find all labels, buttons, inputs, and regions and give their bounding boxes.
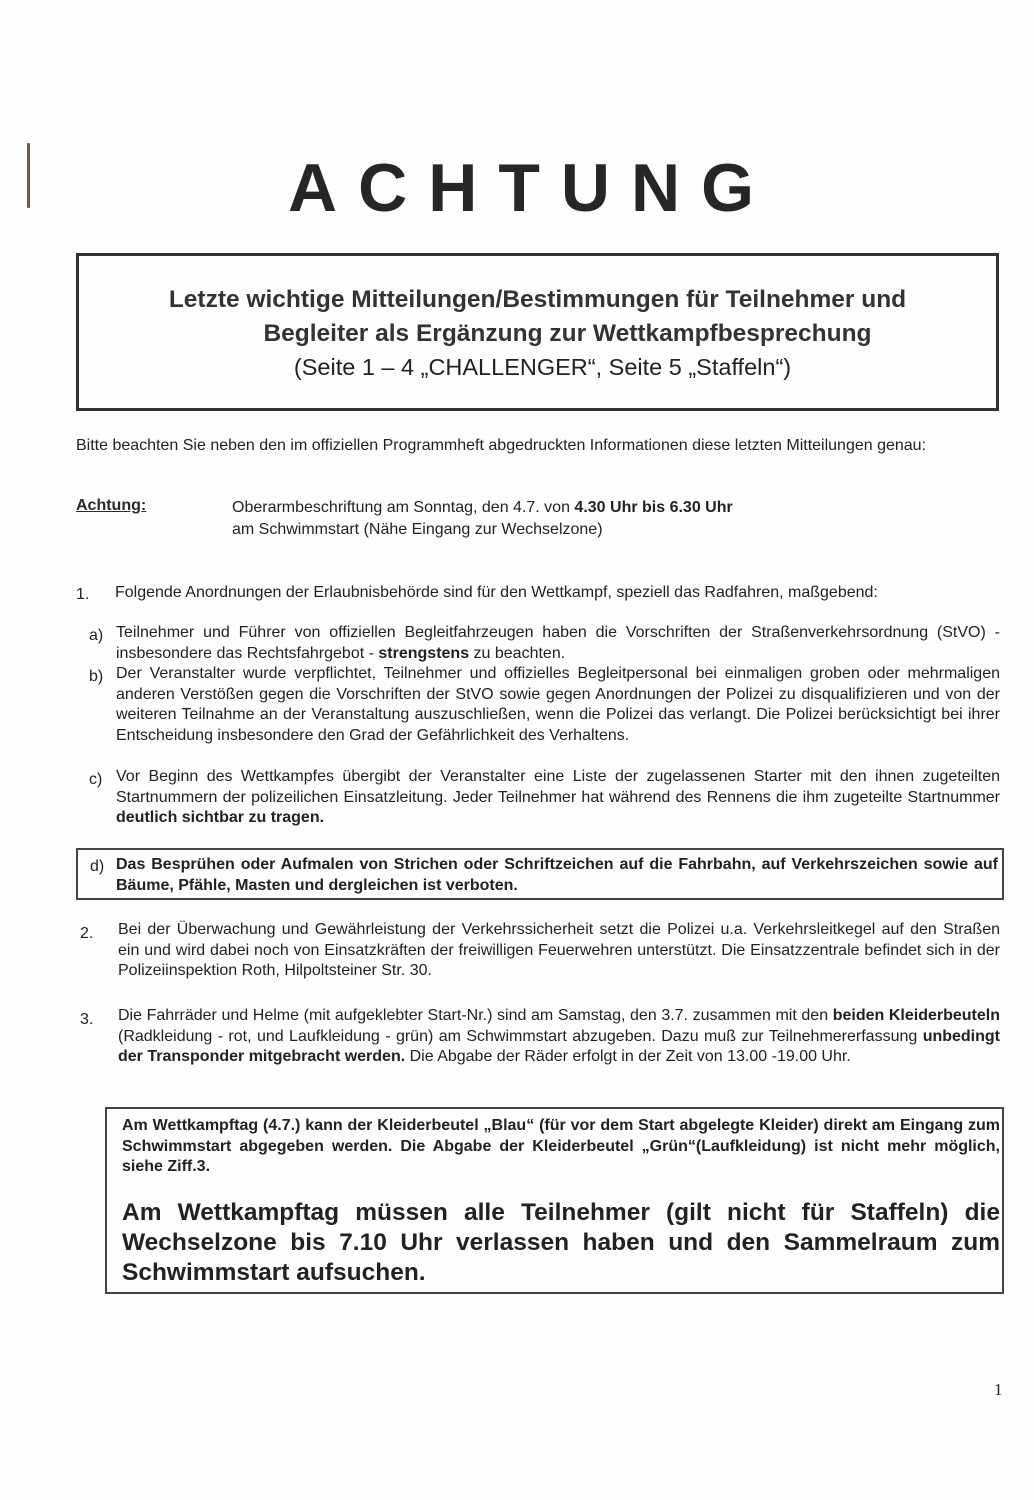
notice-small-text: Am Wettkampftag (4.7.) kann der Kleiderbeutel „Blau“ (für vor dem Start abgelegte Kleider) direkt am Eingang zum Schwimmstart abgegeben werden. Die Abgabe der Kleiderbeutel „Grün“(Laufkleidung) ist nicht mehr möglich, siehe Ziff.3. <box>122 1117 1000 1175</box>
section-3-number: 3. <box>80 1011 94 1028</box>
section-3-b1: beiden Kleiderbeuteln <box>832 1007 1001 1024</box>
achtung-text <box>232 497 733 541</box>
item-c-bold: deutlich sichtbar zu tragen. <box>116 809 325 826</box>
item-c-marker: c) <box>89 771 103 788</box>
item-a-text <box>116 623 1000 664</box>
page-number: 1 <box>994 1380 1003 1399</box>
section-3-t2: (Radkleidung - rot, und Laufkleidung - grün) am Schwimmstart abzugeben. Dazu muß zur Teilnehmererfassung <box>118 1027 923 1045</box>
section-1-number: 1. <box>76 586 90 603</box>
header-line-1: Letzte wichtige Mitteilungen/Bestimmungen für Teilnehmer und <box>168 286 907 313</box>
section-3-b2: unbedingt der Transponder mitgebracht werden. <box>118 1027 1000 1065</box>
page-title: ACHTUNG <box>288 150 775 226</box>
header-box <box>76 253 999 411</box>
notice-box <box>105 1107 1004 1294</box>
item-b-text: Der Veranstalter wurde verpflichtet, Teilnehmer und offizielles Begleitpersonal bei einmaligen groben oder mehrmaligen anderen Verstößen gegen die Vorschriften der StVO sowie gegen Anordnungen der Polizei zu disqualifizieren und von der weiteren Teilnahme an der Veranstaltung auszuschließen, wenn die Polizei das verlangt. Die Polizei berücksichtigt bei ihrer Entscheidung insbesondere den Grad der Gefährlichkeit des Verhaltens. <box>116 665 1000 744</box>
section-1-text: Folgende Anordnungen der Erlaubnisbehörde sind für den Wettkampf, speziell das Radfahren, maßgebend: <box>115 584 878 601</box>
achtung-line2: am Schwimmstart (Nähe Eingang zur Wechselzone) <box>232 521 603 538</box>
item-a-bold: strengstens <box>378 644 470 662</box>
section-3-text <box>118 1006 1000 1068</box>
section-2-text: Bei der Überwachung und Gewährleistung der Verkehrssicherheit setzt die Polizei u.a. Verkehrsleitkegel auf den Straßen ein und wird dabei noch von Einsatzkräften der freiwilligen Feuerwehren unterstützt. Die Einsatzzentrale befindet sich in der Polizeiinspektion Roth, Hilpoltsteiner Str. 30. <box>118 921 1000 979</box>
intro-paragraph: Bitte beachten Sie neben den im offiziellen Programmheft abgedruckten Informationen diese letzten Mitteilungen genau: <box>76 437 927 454</box>
item-a-marker: a) <box>89 627 104 644</box>
item-d-box <box>76 848 1004 900</box>
section-3-t1: Die Fahrräder und Helme (mit aufgeklebter Start-Nr.) sind am Samstag, den 3.7. zusammen mit den <box>118 1007 833 1024</box>
section-3-t3: Die Abgabe der Räder erfolgt in der Zeit von 13.00 -19.00 Uhr. <box>405 1048 851 1065</box>
item-d-marker: d) <box>90 858 105 875</box>
item-a-post: zu beachten. <box>469 644 566 662</box>
item-d-text: Das Besprühen oder Aufmalen von Strichen oder Schriftzeichen auf die Fahrbahn, auf Verkehrszeichen sowie auf Bäume, Pfähle, Masten und dergleichen ist verboten. <box>116 856 998 894</box>
item-b-marker: b) <box>89 668 104 685</box>
notice-big-text: Am Wettkampftag müssen alle Teilnehmer (gilt nicht für Staffeln) die Wechselzone bis 7.10 Uhr verlassen haben und den Sammelraum zum Schwimmstart aufsuchen. <box>122 1199 1000 1286</box>
achtung-label: Achtung: <box>76 497 147 514</box>
achtung-line1-text: Oberarmbeschriftung am Sonntag, den 4.7. von <box>232 499 575 516</box>
achtung-time: 4.30 Uhr bis 6.30 Uhr <box>574 499 733 516</box>
header-line-3: (Seite 1 – 4 „CHALLENGER“, Seite 5 „Staffeln“) <box>293 354 792 380</box>
item-a-pre: Teilnehmer und Führer von offiziellen Begleitfahrzeugen haben die Vorschriften der Straßenverkehrsordnung (StVO) - insbesondere das Rechtsfahrgebot - <box>116 624 1000 662</box>
margin-pen-mark <box>27 143 30 208</box>
header-line-2: Begleiter als Ergänzung zur Wettkampfbesprechung <box>263 320 872 347</box>
item-c-pre: Vor Beginn des Wettkampfes übergibt der Veranstalter eine Liste der zugelassenen Starter mit den ihnen zugeteilten Startnummern der polizeilichen Einsatzleitung. Jeder Teilnehmer hat während des Rennens die ihm zugeteilte Startnummer <box>116 768 1000 806</box>
section-2-number: 2. <box>80 925 94 942</box>
item-c-text <box>116 767 1000 829</box>
